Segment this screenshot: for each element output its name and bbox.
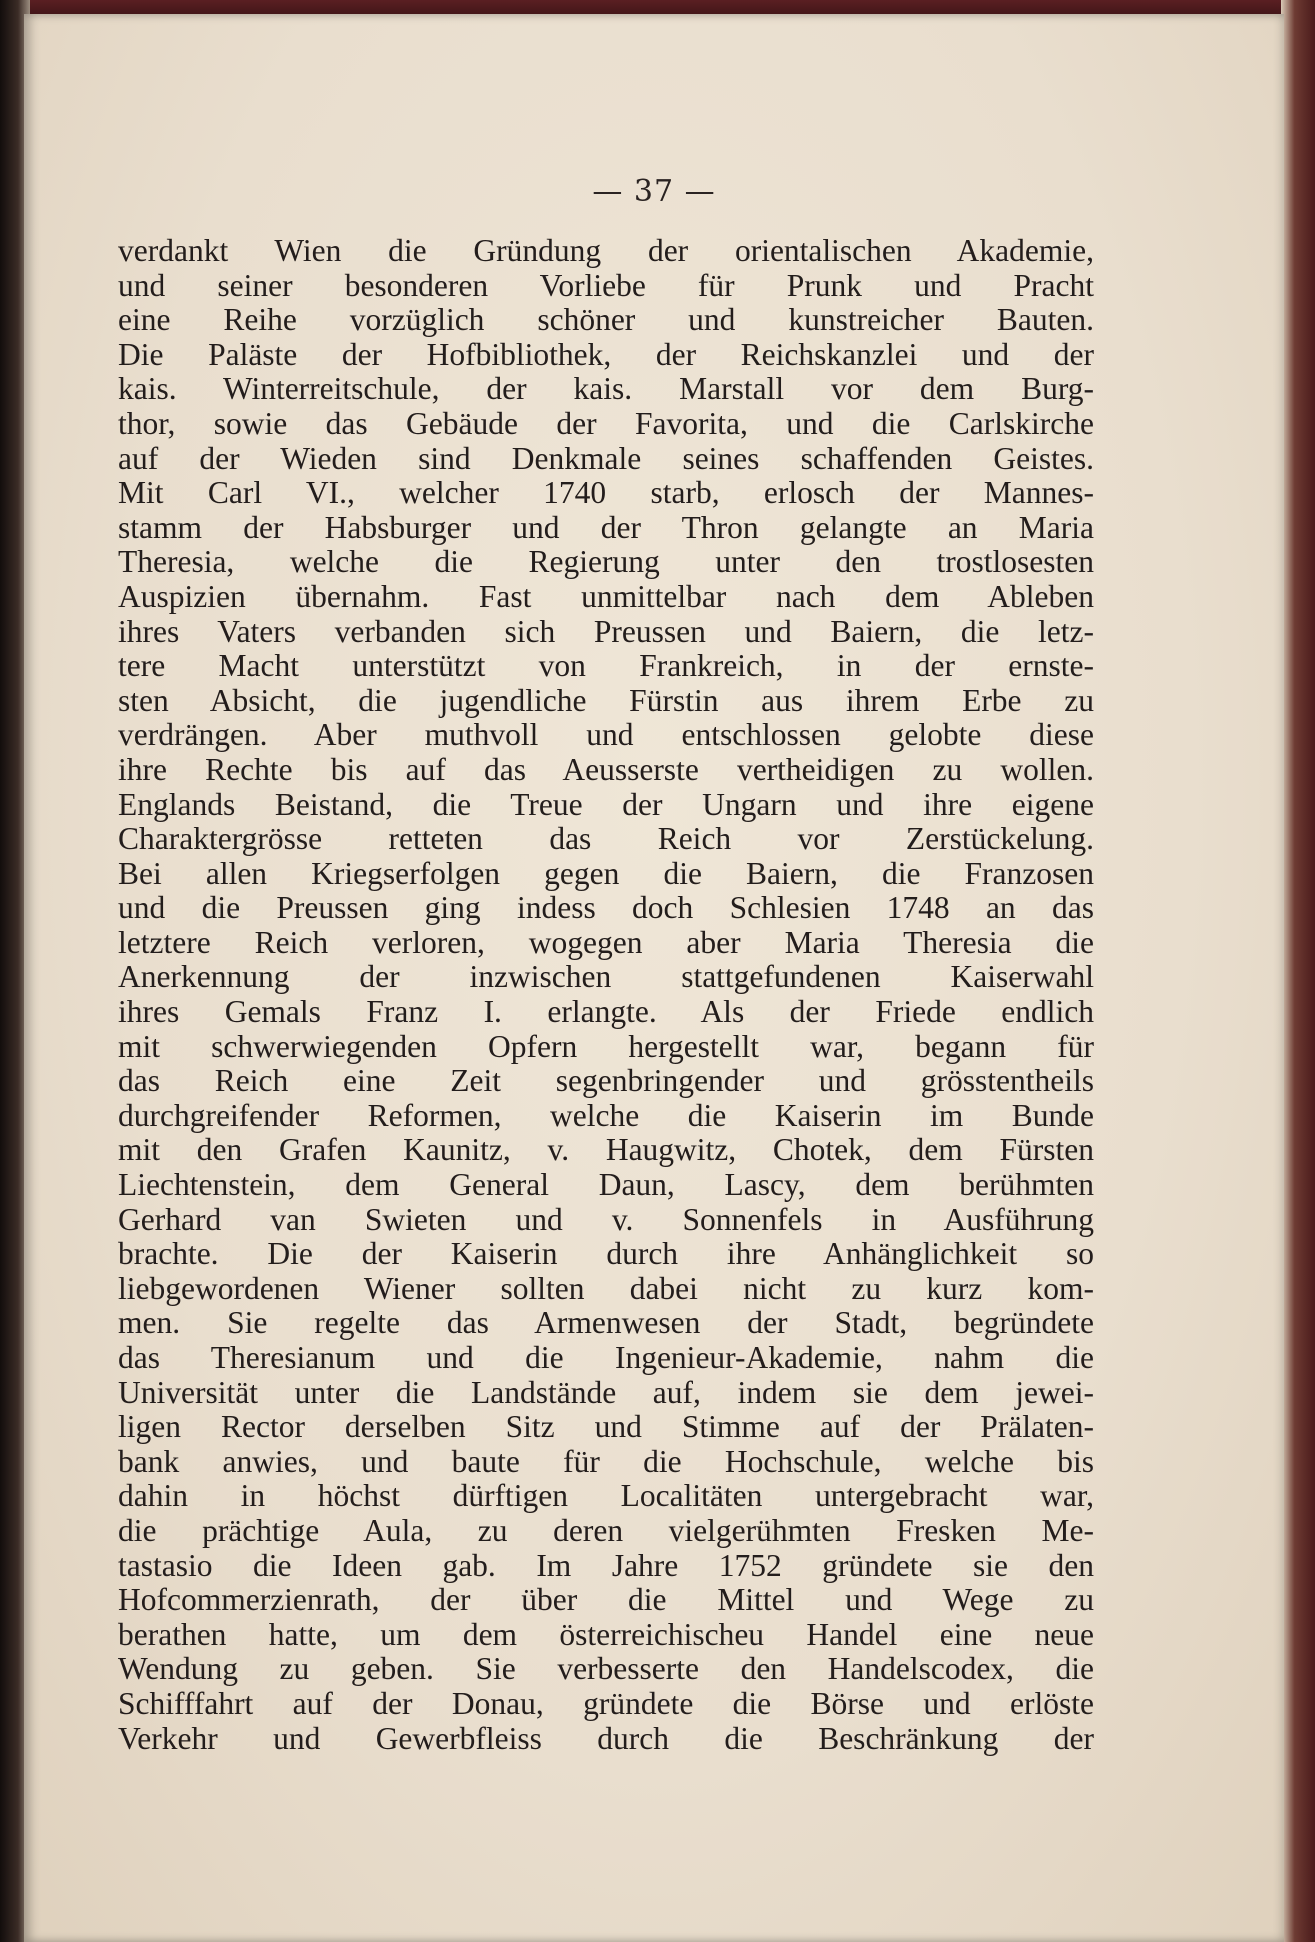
body-text [118, 234, 1094, 1756]
text-line: und die Preussen ging indess doch Schlesien 1748 an das [118, 890, 1094, 926]
text-line: berathen hatte, um dem österreichischeu Handel eine neue [118, 1616, 1094, 1652]
text-line: tastasio die Ideen gab. Im Jahre 1752 gründete sie den [118, 1547, 1094, 1583]
text-line: ligen Rector derselben Sitz und Stimme auf der Prälaten- [118, 1409, 1094, 1445]
text-line: stamm der Habsburger und der Thron gelangte an Maria [118, 509, 1094, 545]
text-line: ihre Rechte bis auf das Aeusserste vertheidigen zu wollen. [118, 751, 1094, 787]
text-line: eine Reihe vorzüglich schöner und kunstreicher Bauten. [118, 302, 1094, 338]
book-page [24, 14, 1284, 1942]
text-line: bank anwies, und baute für die Hochschule, welche bis [118, 1443, 1094, 1479]
text-line: Theresia, welche die Regierung unter den trostlosesten [118, 544, 1094, 580]
text-line: letztere Reich verloren, wogegen aber Maria Theresia die [118, 924, 1094, 960]
text-line: Anerkennung der inzwischen stattgefundenen Kaiserwahl [118, 959, 1094, 995]
text-line: Universität unter die Landstände auf, indem sie dem jewei- [118, 1374, 1094, 1410]
text-line: mit den Grafen Kaunitz, v. Haugwitz, Chotek, dem Fürsten [118, 1132, 1094, 1168]
text-line: tere Macht unterstützt von Frankreich, in der ernste- [118, 648, 1094, 684]
text-line: und seiner besonderen Vorliebe für Prunk und Pracht [118, 267, 1094, 303]
text-line: Englands Beistand, die Treue der Ungarn und ihre eigene [118, 786, 1094, 822]
text-line: dahin in höchst dürftigen Localitäten untergebracht war, [118, 1478, 1094, 1514]
text-line: das Reich eine Zeit segenbringender und grösstentheils [118, 1063, 1094, 1099]
text-line: verdrängen. Aber muthvoll und entschlossen gelobte diese [118, 717, 1094, 753]
text-line: Hofcommerzienrath, der über die Mittel und Wege zu [118, 1582, 1094, 1618]
text-line: verdankt Wien die Gründung der orientalischen Akademie, [118, 233, 1094, 268]
text-line: Mit Carl VI., welcher 1740 starb, erlosch der Mannes- [118, 475, 1094, 511]
text-line: Die Paläste der Hofbibliothek, der Reichskanzlei und der [118, 336, 1094, 372]
text-line: ihres Gemals Franz I. erlangte. Als der Friede endlich [118, 994, 1094, 1030]
text-line: mit schwerwiegenden Opfern hergestellt war, begann für [118, 1028, 1094, 1064]
text-line: sten Absicht, die jugendliche Fürstin aus ihrem Erbe zu [118, 682, 1094, 718]
text-line: Schifffahrt auf der Donau, gründete die Börse und erlöste [118, 1685, 1094, 1721]
text-line: liebgewordenen Wiener sollten dabei nicht zu kurz kom- [118, 1270, 1094, 1306]
text-line: das Theresianum und die Ingenieur-Akademie, nahm die [118, 1340, 1094, 1375]
text-line: ihres Vaters verbanden sich Preussen und Baiern, die letz- [118, 613, 1094, 649]
text-line: Wendung zu geben. Sie verbesserte den Handelscodex, die [118, 1651, 1094, 1687]
text-line: brachte. Die der Kaiserin durch ihre Anhänglichkeit so [118, 1236, 1094, 1272]
text-line: durchgreifender Reformen, welche die Kaiserin im Bunde [118, 1097, 1094, 1133]
text-line: Bei allen Kriegserfolgen gegen die Baiern, die Franzosen [118, 855, 1094, 891]
text-line: Verkehr und Gewerbfleiss durch die Beschränkung der [118, 1720, 1094, 1756]
text-line: Auspizien übernahm. Fast unmittelbar nach dem Ableben [118, 578, 1094, 614]
text-line: thor, sowie das Gebäude der Favorita, und die Carlskirche [118, 405, 1094, 441]
book-cover-right-edge [1281, 0, 1315, 1942]
text-line: Liechtenstein, dem General Daun, Lascy, dem berühmten [118, 1167, 1094, 1203]
text-line: Gerhard van Swieten und v. Sonnenfels in Ausführung [118, 1201, 1094, 1237]
text-line: die prächtige Aula, zu deren vielgerühmten Fresken Me- [118, 1512, 1094, 1548]
text-line: auf der Wieden sind Denkmale seines schaffenden Geistes. [118, 440, 1094, 476]
text-line: men. Sie regelte das Armenwesen der Stadt, begründete [118, 1305, 1094, 1341]
text-line: Charaktergrösse retteten das Reich vor Zerstückelung. [118, 821, 1094, 857]
text-line: kais. Winterreitschule, der kais. Marstall vor dem Burg- [118, 371, 1094, 407]
page-number: — 37 — [592, 174, 716, 209]
